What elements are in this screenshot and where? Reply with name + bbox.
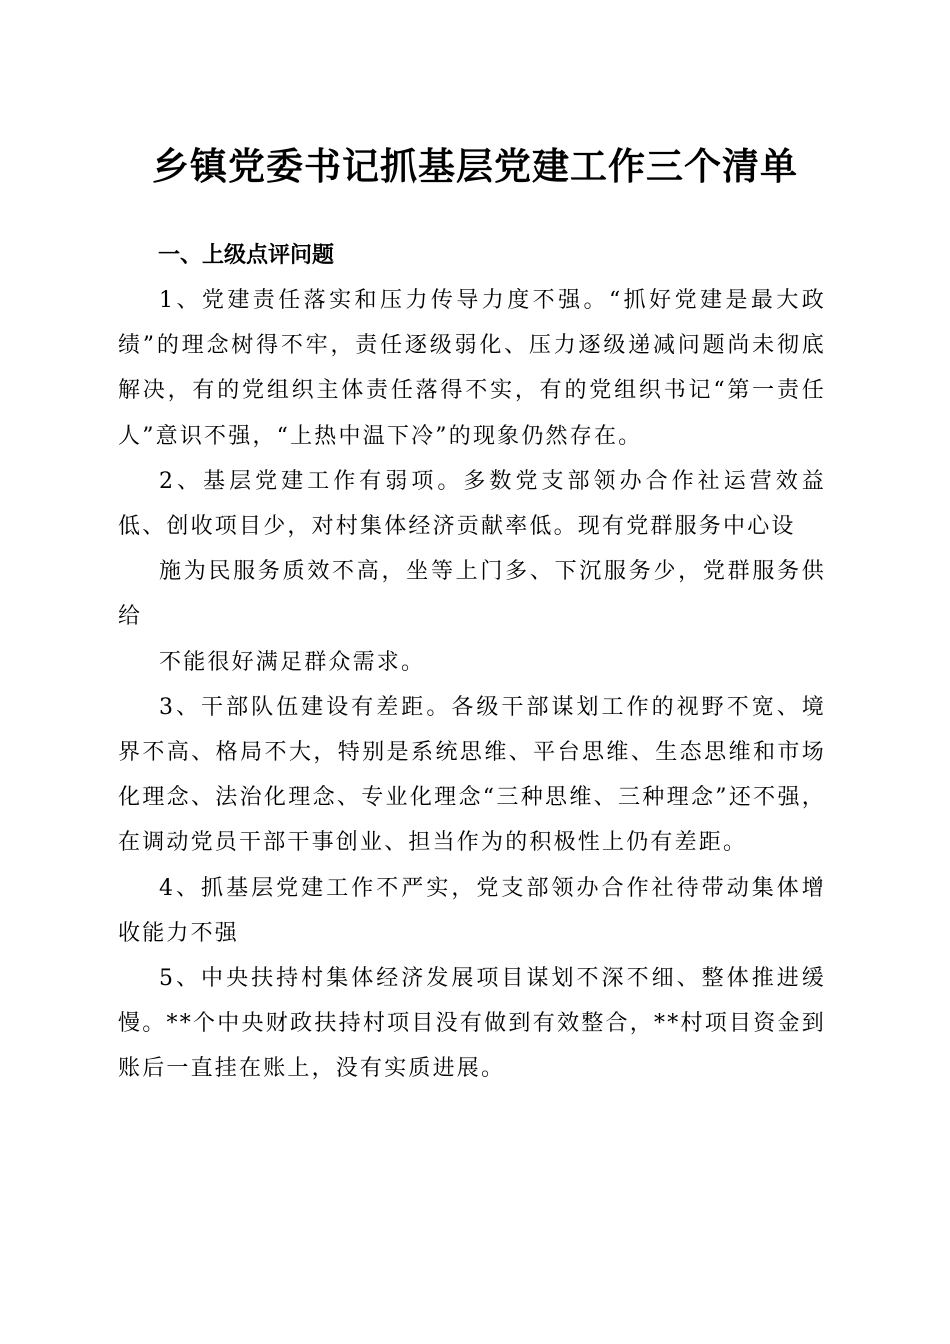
paragraph-3: 3、干部队伍建设有差距。各级干部谋划工作的视野不宽、境界不高、格局不大，特别是系统思维、平台思维、生态思维和市场化理念、法治化理念、专业化理念“三种思维、三种理念”还不强，在调动党员干部干事创业、担当作为的积极性上仍有差距。 xyxy=(118,694,826,856)
document-title: 乡镇党委书记抓基层党建工作三个清单 xyxy=(152,144,798,188)
paragraph-4: 4、抓基层党建工作不严实，党支部领办合作社待带动集体增收能力不强 xyxy=(118,875,826,946)
paragraph-2-end: 不能很好满足群众需求。 xyxy=(159,649,426,675)
document-body xyxy=(118,278,826,1092)
section-heading: 一、上级点评问题 xyxy=(158,243,335,268)
paragraph-1: 1、党建责任落实和压力传导力度不强。“抓好党建是最大政绩”的理念树得不牢，责任逐级弱化、压力逐级递减问题尚未彻底解决，有的党组织主体责任落得不实，有的党组织书记“第一责任人”意识不强，“上热中温下冷”的现象仍然存在。 xyxy=(118,288,826,449)
paragraph-5: 5、中央扶持村集体经济发展项目谋划不深不细、整体推进缓慢。**个中央财政扶持村项目没有做到有效整合，**村项目资金到账后一直挂在账上，没有实质进展。 xyxy=(118,966,826,1082)
paragraph-2-continued: 施为民服务质效不高，坐等上门多、下沉服务少，党群服务供给 xyxy=(118,559,826,630)
paragraph-2: 2、基层党建工作有弱项。多数党支部领办合作社运营效益低、创收项目少，对村集体经济贡献率低。现有党群服务中心设 xyxy=(118,468,826,540)
